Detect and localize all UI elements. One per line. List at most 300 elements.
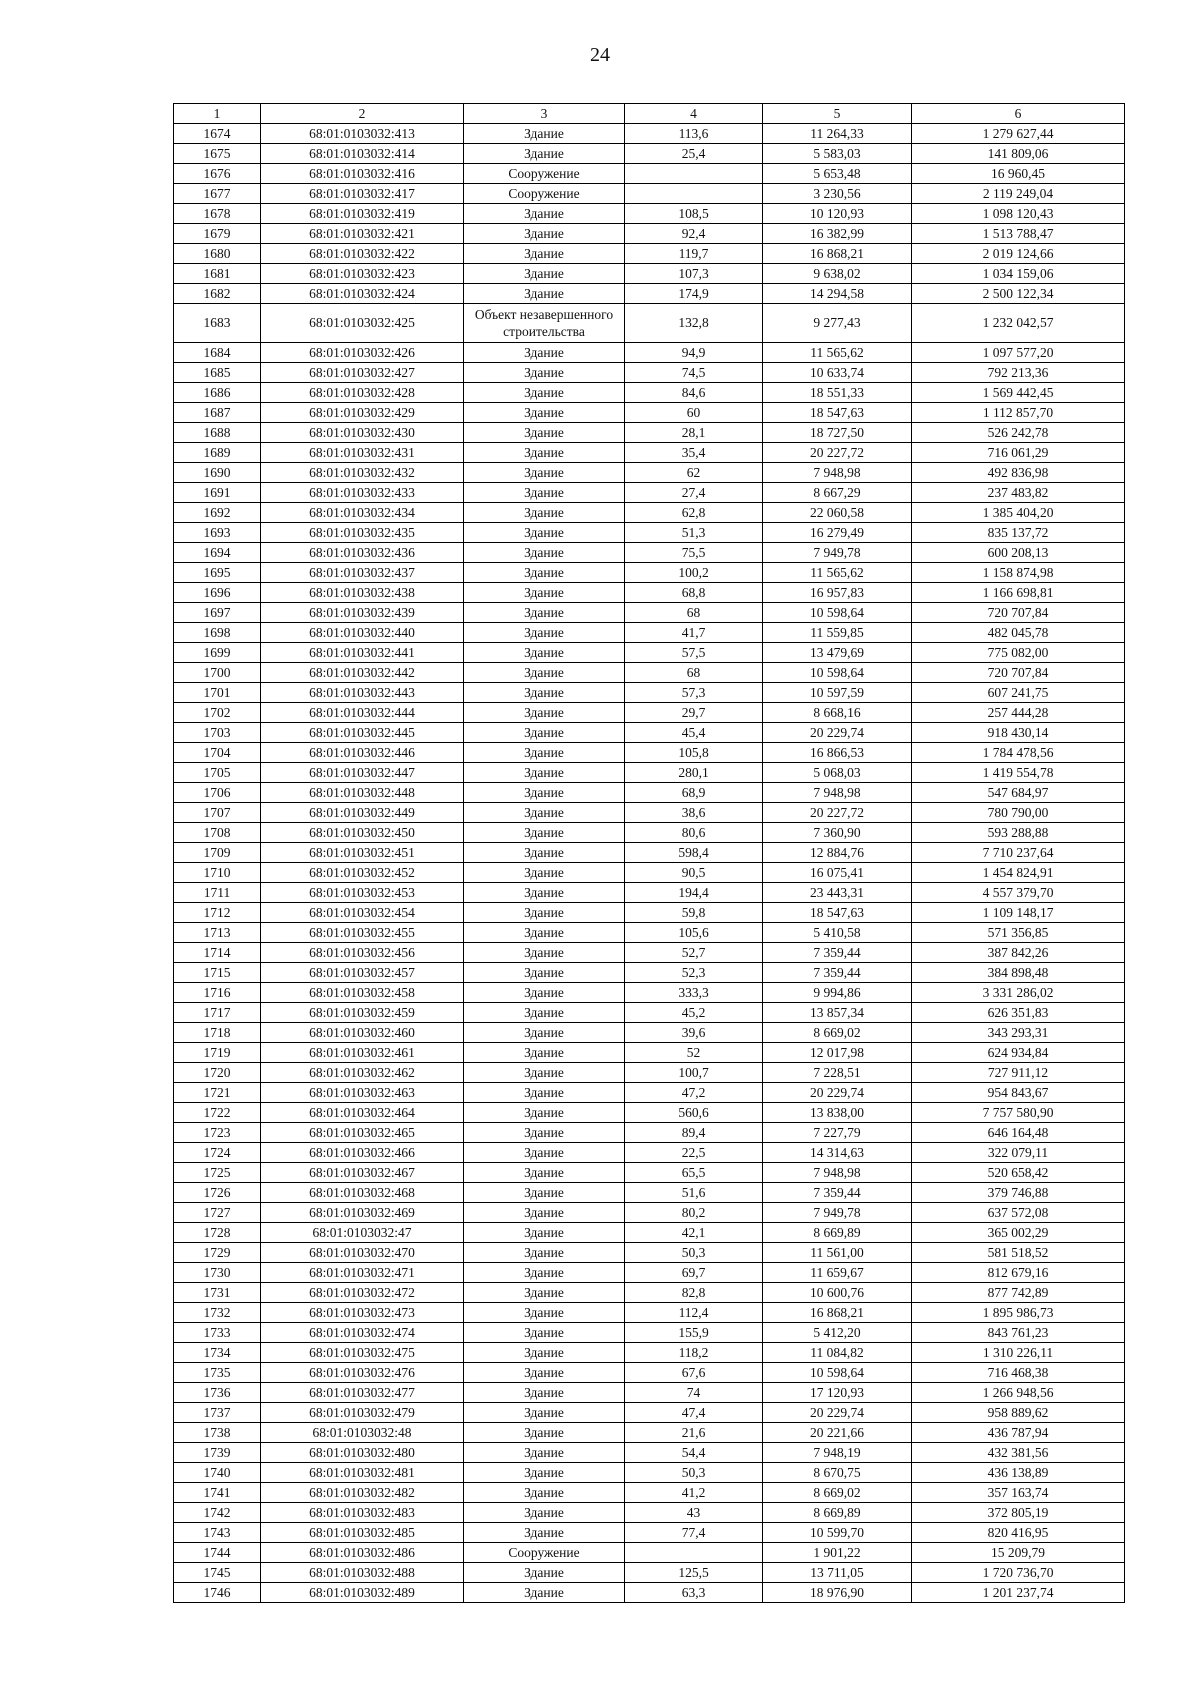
table-row <box>174 883 1125 903</box>
table-row <box>174 563 1125 583</box>
cadastral-value-cell: 1 513 788,47 <box>912 224 1125 244</box>
specific-value-cell: 14 314,63 <box>763 1143 912 1163</box>
row-number-cell: 1710 <box>174 863 261 883</box>
row-number-cell: 1723 <box>174 1123 261 1143</box>
table-row <box>174 1523 1125 1543</box>
area-cell: 28,1 <box>625 423 763 443</box>
cadastral-value-table <box>173 103 1125 1603</box>
table-row <box>174 843 1125 863</box>
table-row <box>174 244 1125 264</box>
cadastral-value-cell: 2 019 124,66 <box>912 244 1125 264</box>
area-cell: 50,3 <box>625 1463 763 1483</box>
cadastral-number-cell: 68:01:0103032:475 <box>261 1343 464 1363</box>
object-type-cell: Здание <box>464 1043 625 1063</box>
object-type-cell: Здание <box>464 284 625 304</box>
object-type-cell: Здание <box>464 1163 625 1183</box>
specific-value-cell: 7 227,79 <box>763 1123 912 1143</box>
object-type-cell: Здание <box>464 823 625 843</box>
cadastral-number-cell: 68:01:0103032:481 <box>261 1463 464 1483</box>
specific-value-cell: 10 598,64 <box>763 603 912 623</box>
cadastral-value-cell: 432 381,56 <box>912 1443 1125 1463</box>
row-number-cell: 1717 <box>174 1003 261 1023</box>
specific-value-cell: 18 976,90 <box>763 1583 912 1603</box>
table-row <box>174 1063 1125 1083</box>
cadastral-value-cell: 1 109 148,17 <box>912 903 1125 923</box>
cadastral-number-cell: 68:01:0103032:442 <box>261 663 464 683</box>
area-cell: 42,1 <box>625 1223 763 1243</box>
area-cell: 112,4 <box>625 1303 763 1323</box>
row-number-cell: 1712 <box>174 903 261 923</box>
cadastral-value-cell: 1 097 577,20 <box>912 343 1125 363</box>
area-cell: 51,6 <box>625 1183 763 1203</box>
table-row <box>174 1583 1125 1603</box>
row-number-cell: 1729 <box>174 1243 261 1263</box>
table-row <box>174 1543 1125 1563</box>
cadastral-number-cell: 68:01:0103032:423 <box>261 264 464 284</box>
object-type-cell: Здание <box>464 264 625 284</box>
specific-value-cell: 20 227,72 <box>763 443 912 463</box>
specific-value-cell: 10 600,76 <box>763 1283 912 1303</box>
object-type-cell: Здание <box>464 563 625 583</box>
object-type-cell: Объект незавершенного строительства <box>464 304 625 343</box>
table-row <box>174 383 1125 403</box>
row-number-cell: 1703 <box>174 723 261 743</box>
table-row <box>174 1143 1125 1163</box>
row-number-cell: 1678 <box>174 204 261 224</box>
area-cell: 63,3 <box>625 1583 763 1603</box>
table-row <box>174 1163 1125 1183</box>
specific-value-cell: 16 868,21 <box>763 244 912 264</box>
specific-value-cell: 20 229,74 <box>763 1083 912 1103</box>
cadastral-value-cell: 357 163,74 <box>912 1483 1125 1503</box>
cadastral-value-cell: 365 002,29 <box>912 1223 1125 1243</box>
specific-value-cell: 7 359,44 <box>763 943 912 963</box>
table-row <box>174 523 1125 543</box>
row-number-cell: 1704 <box>174 743 261 763</box>
column-header-3: 3 <box>464 104 625 124</box>
table-row <box>174 1503 1125 1523</box>
object-type-cell: Здание <box>464 803 625 823</box>
specific-value-cell: 7 360,90 <box>763 823 912 843</box>
cadastral-value-cell: 775 082,00 <box>912 643 1125 663</box>
row-number-cell: 1731 <box>174 1283 261 1303</box>
cadastral-value-cell: 379 746,88 <box>912 1183 1125 1203</box>
cadastral-value-cell: 581 518,52 <box>912 1243 1125 1263</box>
object-type-cell: Здание <box>464 1083 625 1103</box>
cadastral-value-cell: 520 658,42 <box>912 1163 1125 1183</box>
table-row <box>174 423 1125 443</box>
cadastral-number-cell: 68:01:0103032:488 <box>261 1563 464 1583</box>
cadastral-value-cell: 257 444,28 <box>912 703 1125 723</box>
cadastral-number-cell: 68:01:0103032:440 <box>261 623 464 643</box>
area-cell: 45,4 <box>625 723 763 743</box>
row-number-cell: 1677 <box>174 184 261 204</box>
area-cell: 47,4 <box>625 1403 763 1423</box>
object-type-cell: Здание <box>464 1403 625 1423</box>
specific-value-cell: 3 230,56 <box>763 184 912 204</box>
specific-value-cell: 9 638,02 <box>763 264 912 284</box>
row-number-cell: 1722 <box>174 1103 261 1123</box>
specific-value-cell: 13 857,34 <box>763 1003 912 1023</box>
area-cell: 65,5 <box>625 1163 763 1183</box>
specific-value-cell: 11 565,62 <box>763 563 912 583</box>
object-type-cell: Здание <box>464 1143 625 1163</box>
cadastral-number-cell: 68:01:0103032:417 <box>261 184 464 204</box>
row-number-cell: 1713 <box>174 923 261 943</box>
cadastral-number-cell: 68:01:0103032:431 <box>261 443 464 463</box>
specific-value-cell: 10 597,59 <box>763 683 912 703</box>
row-number-cell: 1732 <box>174 1303 261 1323</box>
row-number-cell: 1705 <box>174 763 261 783</box>
specific-value-cell: 11 084,82 <box>763 1343 912 1363</box>
row-number-cell: 1735 <box>174 1363 261 1383</box>
object-type-cell: Здание <box>464 463 625 483</box>
object-type-cell: Здание <box>464 144 625 164</box>
row-number-cell: 1733 <box>174 1323 261 1343</box>
cadastral-number-cell: 68:01:0103032:436 <box>261 543 464 563</box>
table-header-row <box>174 104 1125 124</box>
area-cell: 25,4 <box>625 144 763 164</box>
area-cell: 52,7 <box>625 943 763 963</box>
specific-value-cell: 7 359,44 <box>763 1183 912 1203</box>
row-number-cell: 1737 <box>174 1403 261 1423</box>
row-number-cell: 1711 <box>174 883 261 903</box>
area-cell: 69,7 <box>625 1263 763 1283</box>
object-type-cell: Здание <box>464 703 625 723</box>
specific-value-cell: 8 669,02 <box>763 1483 912 1503</box>
object-type-cell: Здание <box>464 1323 625 1343</box>
cadastral-value-cell: 1 784 478,56 <box>912 743 1125 763</box>
cadastral-value-cell: 1 310 226,11 <box>912 1343 1125 1363</box>
cadastral-value-cell: 1 201 237,74 <box>912 1583 1125 1603</box>
cadastral-number-cell: 68:01:0103032:459 <box>261 1003 464 1023</box>
cadastral-number-cell: 68:01:0103032:428 <box>261 383 464 403</box>
table-row <box>174 264 1125 284</box>
specific-value-cell: 11 561,00 <box>763 1243 912 1263</box>
row-number-cell: 1695 <box>174 563 261 583</box>
cadastral-value-cell: 492 836,98 <box>912 463 1125 483</box>
cadastral-value-cell: 237 483,82 <box>912 483 1125 503</box>
object-type-cell: Здание <box>464 623 625 643</box>
cadastral-number-cell: 68:01:0103032:477 <box>261 1383 464 1403</box>
table-row <box>174 1223 1125 1243</box>
row-number-cell: 1715 <box>174 963 261 983</box>
table-row <box>174 1103 1125 1123</box>
specific-value-cell: 5 068,03 <box>763 763 912 783</box>
object-type-cell: Здание <box>464 1383 625 1403</box>
table-row <box>174 1263 1125 1283</box>
cadastral-value-cell: 918 430,14 <box>912 723 1125 743</box>
object-type-cell: Здание <box>464 1583 625 1603</box>
row-number-cell: 1743 <box>174 1523 261 1543</box>
cadastral-number-cell: 68:01:0103032:439 <box>261 603 464 623</box>
cadastral-number-cell: 68:01:0103032:430 <box>261 423 464 443</box>
row-number-cell: 1714 <box>174 943 261 963</box>
table-row <box>174 1183 1125 1203</box>
table-row <box>174 184 1125 204</box>
row-number-cell: 1741 <box>174 1483 261 1503</box>
table-row <box>174 963 1125 983</box>
table-row <box>174 1043 1125 1063</box>
specific-value-cell: 13 838,00 <box>763 1103 912 1123</box>
table-row <box>174 284 1125 304</box>
cadastral-value-cell: 343 293,31 <box>912 1023 1125 1043</box>
area-cell: 54,4 <box>625 1443 763 1463</box>
cadastral-value-cell: 716 468,38 <box>912 1363 1125 1383</box>
table-row <box>174 304 1125 343</box>
cadastral-value-cell: 2 119 249,04 <box>912 184 1125 204</box>
specific-value-cell: 7 948,98 <box>763 783 912 803</box>
cadastral-number-cell: 68:01:0103032:413 <box>261 124 464 144</box>
row-number-cell: 1675 <box>174 144 261 164</box>
object-type-cell: Здание <box>464 683 625 703</box>
table-row <box>174 403 1125 423</box>
area-cell: 194,4 <box>625 883 763 903</box>
cadastral-value-cell: 1 385 404,20 <box>912 503 1125 523</box>
object-type-cell: Здание <box>464 903 625 923</box>
table-row <box>174 144 1125 164</box>
cadastral-number-cell: 68:01:0103032:424 <box>261 284 464 304</box>
cadastral-number-cell: 68:01:0103032:47 <box>261 1223 464 1243</box>
cadastral-value-cell: 1 569 442,45 <box>912 383 1125 403</box>
cadastral-number-cell: 68:01:0103032:414 <box>261 144 464 164</box>
specific-value-cell: 8 669,02 <box>763 1023 912 1043</box>
object-type-cell: Сооружение <box>464 164 625 184</box>
area-cell: 38,6 <box>625 803 763 823</box>
specific-value-cell: 16 382,99 <box>763 224 912 244</box>
row-number-cell: 1686 <box>174 383 261 403</box>
specific-value-cell: 10 120,93 <box>763 204 912 224</box>
area-cell: 27,4 <box>625 483 763 503</box>
specific-value-cell: 16 279,49 <box>763 523 912 543</box>
table-row <box>174 1283 1125 1303</box>
specific-value-cell: 10 598,64 <box>763 663 912 683</box>
object-type-cell: Сооружение <box>464 184 625 204</box>
cadastral-number-cell: 68:01:0103032:449 <box>261 803 464 823</box>
page-number: 24 <box>590 44 610 66</box>
cadastral-value-cell: 820 416,95 <box>912 1523 1125 1543</box>
area-cell: 57,3 <box>625 683 763 703</box>
cadastral-value-cell: 600 208,13 <box>912 543 1125 563</box>
table-row <box>174 1343 1125 1363</box>
table-row <box>174 363 1125 383</box>
row-number-cell: 1702 <box>174 703 261 723</box>
cadastral-number-cell: 68:01:0103032:429 <box>261 403 464 423</box>
cadastral-value-cell: 16 960,45 <box>912 164 1125 184</box>
cadastral-value-cell: 958 889,62 <box>912 1403 1125 1423</box>
specific-value-cell: 5 653,48 <box>763 164 912 184</box>
row-number-cell: 1726 <box>174 1183 261 1203</box>
object-type-cell: Здание <box>464 1283 625 1303</box>
cadastral-number-cell: 68:01:0103032:453 <box>261 883 464 903</box>
table-row <box>174 823 1125 843</box>
area-cell: 113,6 <box>625 124 763 144</box>
table-row <box>174 1443 1125 1463</box>
cadastral-value-cell: 720 707,84 <box>912 663 1125 683</box>
area-cell: 59,8 <box>625 903 763 923</box>
cadastral-number-cell: 68:01:0103032:48 <box>261 1423 464 1443</box>
table-row <box>174 224 1125 244</box>
cadastral-number-cell: 68:01:0103032:474 <box>261 1323 464 1343</box>
cadastral-value-cell: 526 242,78 <box>912 423 1125 443</box>
cadastral-value-cell: 637 572,08 <box>912 1203 1125 1223</box>
area-cell: 105,8 <box>625 743 763 763</box>
row-number-cell: 1739 <box>174 1443 261 1463</box>
cadastral-value-cell: 720 707,84 <box>912 603 1125 623</box>
cadastral-number-cell: 68:01:0103032:450 <box>261 823 464 843</box>
object-type-cell: Здание <box>464 543 625 563</box>
cadastral-value-cell: 716 061,29 <box>912 443 1125 463</box>
row-number-cell: 1701 <box>174 683 261 703</box>
area-cell: 94,9 <box>625 343 763 363</box>
object-type-cell: Здание <box>464 423 625 443</box>
area-cell: 57,5 <box>625 643 763 663</box>
table-row <box>174 1563 1125 1583</box>
column-header-1: 1 <box>174 104 261 124</box>
area-cell: 74 <box>625 1383 763 1403</box>
object-type-cell: Здание <box>464 403 625 423</box>
area-cell: 155,9 <box>625 1323 763 1343</box>
table-row <box>174 204 1125 224</box>
row-number-cell: 1742 <box>174 1503 261 1523</box>
area-cell: 100,2 <box>625 563 763 583</box>
specific-value-cell: 7 948,19 <box>763 1443 912 1463</box>
specific-value-cell: 10 598,64 <box>763 1363 912 1383</box>
object-type-cell: Здание <box>464 963 625 983</box>
object-type-cell: Здание <box>464 1563 625 1583</box>
table-row <box>174 1303 1125 1323</box>
cadastral-value-cell: 1 266 948,56 <box>912 1383 1125 1403</box>
area-cell: 125,5 <box>625 1563 763 1583</box>
table-row <box>174 1483 1125 1503</box>
cadastral-value-cell: 3 331 286,02 <box>912 983 1125 1003</box>
area-cell: 107,3 <box>625 264 763 284</box>
row-number-cell: 1706 <box>174 783 261 803</box>
object-type-cell: Здание <box>464 1183 625 1203</box>
object-type-cell: Здание <box>464 204 625 224</box>
cadastral-value-cell: 792 213,36 <box>912 363 1125 383</box>
specific-value-cell: 10 599,70 <box>763 1523 912 1543</box>
cadastral-number-cell: 68:01:0103032:462 <box>261 1063 464 1083</box>
cadastral-value-cell: 387 842,26 <box>912 943 1125 963</box>
table-row <box>174 503 1125 523</box>
cadastral-value-cell: 607 241,75 <box>912 683 1125 703</box>
row-number-cell: 1730 <box>174 1263 261 1283</box>
table-row <box>174 703 1125 723</box>
cadastral-value-cell: 322 079,11 <box>912 1143 1125 1163</box>
specific-value-cell: 14 294,58 <box>763 284 912 304</box>
specific-value-cell: 7 949,78 <box>763 543 912 563</box>
area-cell: 60 <box>625 403 763 423</box>
specific-value-cell: 8 668,16 <box>763 703 912 723</box>
object-type-cell: Здание <box>464 883 625 903</box>
area-cell: 21,6 <box>625 1423 763 1443</box>
row-number-cell: 1734 <box>174 1343 261 1363</box>
cadastral-number-cell: 68:01:0103032:476 <box>261 1363 464 1383</box>
table-row <box>174 763 1125 783</box>
cadastral-number-cell: 68:01:0103032:469 <box>261 1203 464 1223</box>
specific-value-cell: 7 948,98 <box>763 1163 912 1183</box>
table-row <box>174 863 1125 883</box>
cadastral-value-cell: 1 034 159,06 <box>912 264 1125 284</box>
specific-value-cell: 13 479,69 <box>763 643 912 663</box>
specific-value-cell: 13 711,05 <box>763 1563 912 1583</box>
object-type-cell: Здание <box>464 523 625 543</box>
area-cell <box>625 164 763 184</box>
area-cell: 108,5 <box>625 204 763 224</box>
area-cell: 41,7 <box>625 623 763 643</box>
cadastral-number-cell: 68:01:0103032:446 <box>261 743 464 763</box>
cadastral-number-cell: 68:01:0103032:421 <box>261 224 464 244</box>
table-row <box>174 983 1125 1003</box>
object-type-cell: Здание <box>464 1123 625 1143</box>
area-cell: 75,5 <box>625 543 763 563</box>
cadastral-number-cell: 68:01:0103032:438 <box>261 583 464 603</box>
table-row <box>174 1383 1125 1403</box>
specific-value-cell: 8 670,75 <box>763 1463 912 1483</box>
object-type-cell: Здание <box>464 1023 625 1043</box>
object-type-cell: Здание <box>464 443 625 463</box>
object-type-cell: Здание <box>464 743 625 763</box>
table-row <box>174 1203 1125 1223</box>
area-cell: 132,8 <box>625 304 763 343</box>
cadastral-value-cell: 1 232 042,57 <box>912 304 1125 343</box>
specific-value-cell: 7 359,44 <box>763 963 912 983</box>
table-row <box>174 483 1125 503</box>
cadastral-number-cell: 68:01:0103032:451 <box>261 843 464 863</box>
area-cell: 82,8 <box>625 1283 763 1303</box>
cadastral-number-cell: 68:01:0103032:467 <box>261 1163 464 1183</box>
cadastral-number-cell: 68:01:0103032:427 <box>261 363 464 383</box>
row-number-cell: 1684 <box>174 343 261 363</box>
area-cell: 43 <box>625 1503 763 1523</box>
row-number-cell: 1693 <box>174 523 261 543</box>
table-row <box>174 1003 1125 1023</box>
specific-value-cell: 9 994,86 <box>763 983 912 1003</box>
row-number-cell: 1694 <box>174 543 261 563</box>
area-cell: 39,6 <box>625 1023 763 1043</box>
specific-value-cell: 23 443,31 <box>763 883 912 903</box>
row-number-cell: 1699 <box>174 643 261 663</box>
object-type-cell: Здание <box>464 224 625 244</box>
object-type-cell: Здание <box>464 1503 625 1523</box>
table-row <box>174 1403 1125 1423</box>
row-number-cell: 1725 <box>174 1163 261 1183</box>
table-row <box>174 124 1125 144</box>
row-number-cell: 1707 <box>174 803 261 823</box>
area-cell: 92,4 <box>625 224 763 244</box>
table-row <box>174 723 1125 743</box>
area-cell: 118,2 <box>625 1343 763 1363</box>
area-cell: 174,9 <box>625 284 763 304</box>
table-row <box>174 743 1125 763</box>
object-type-cell: Здание <box>464 1063 625 1083</box>
table-row <box>174 583 1125 603</box>
area-cell: 52,3 <box>625 963 763 983</box>
cadastral-value-cell: 436 138,89 <box>912 1463 1125 1483</box>
column-header-2: 2 <box>261 104 464 124</box>
cadastral-value-cell: 1 112 857,70 <box>912 403 1125 423</box>
specific-value-cell: 5 583,03 <box>763 144 912 164</box>
table-row <box>174 1463 1125 1483</box>
table-row <box>174 164 1125 184</box>
cadastral-value-cell: 1 419 554,78 <box>912 763 1125 783</box>
cadastral-number-cell: 68:01:0103032:441 <box>261 643 464 663</box>
specific-value-cell: 16 866,53 <box>763 743 912 763</box>
object-type-cell: Здание <box>464 483 625 503</box>
row-number-cell: 1696 <box>174 583 261 603</box>
area-cell: 89,4 <box>625 1123 763 1143</box>
